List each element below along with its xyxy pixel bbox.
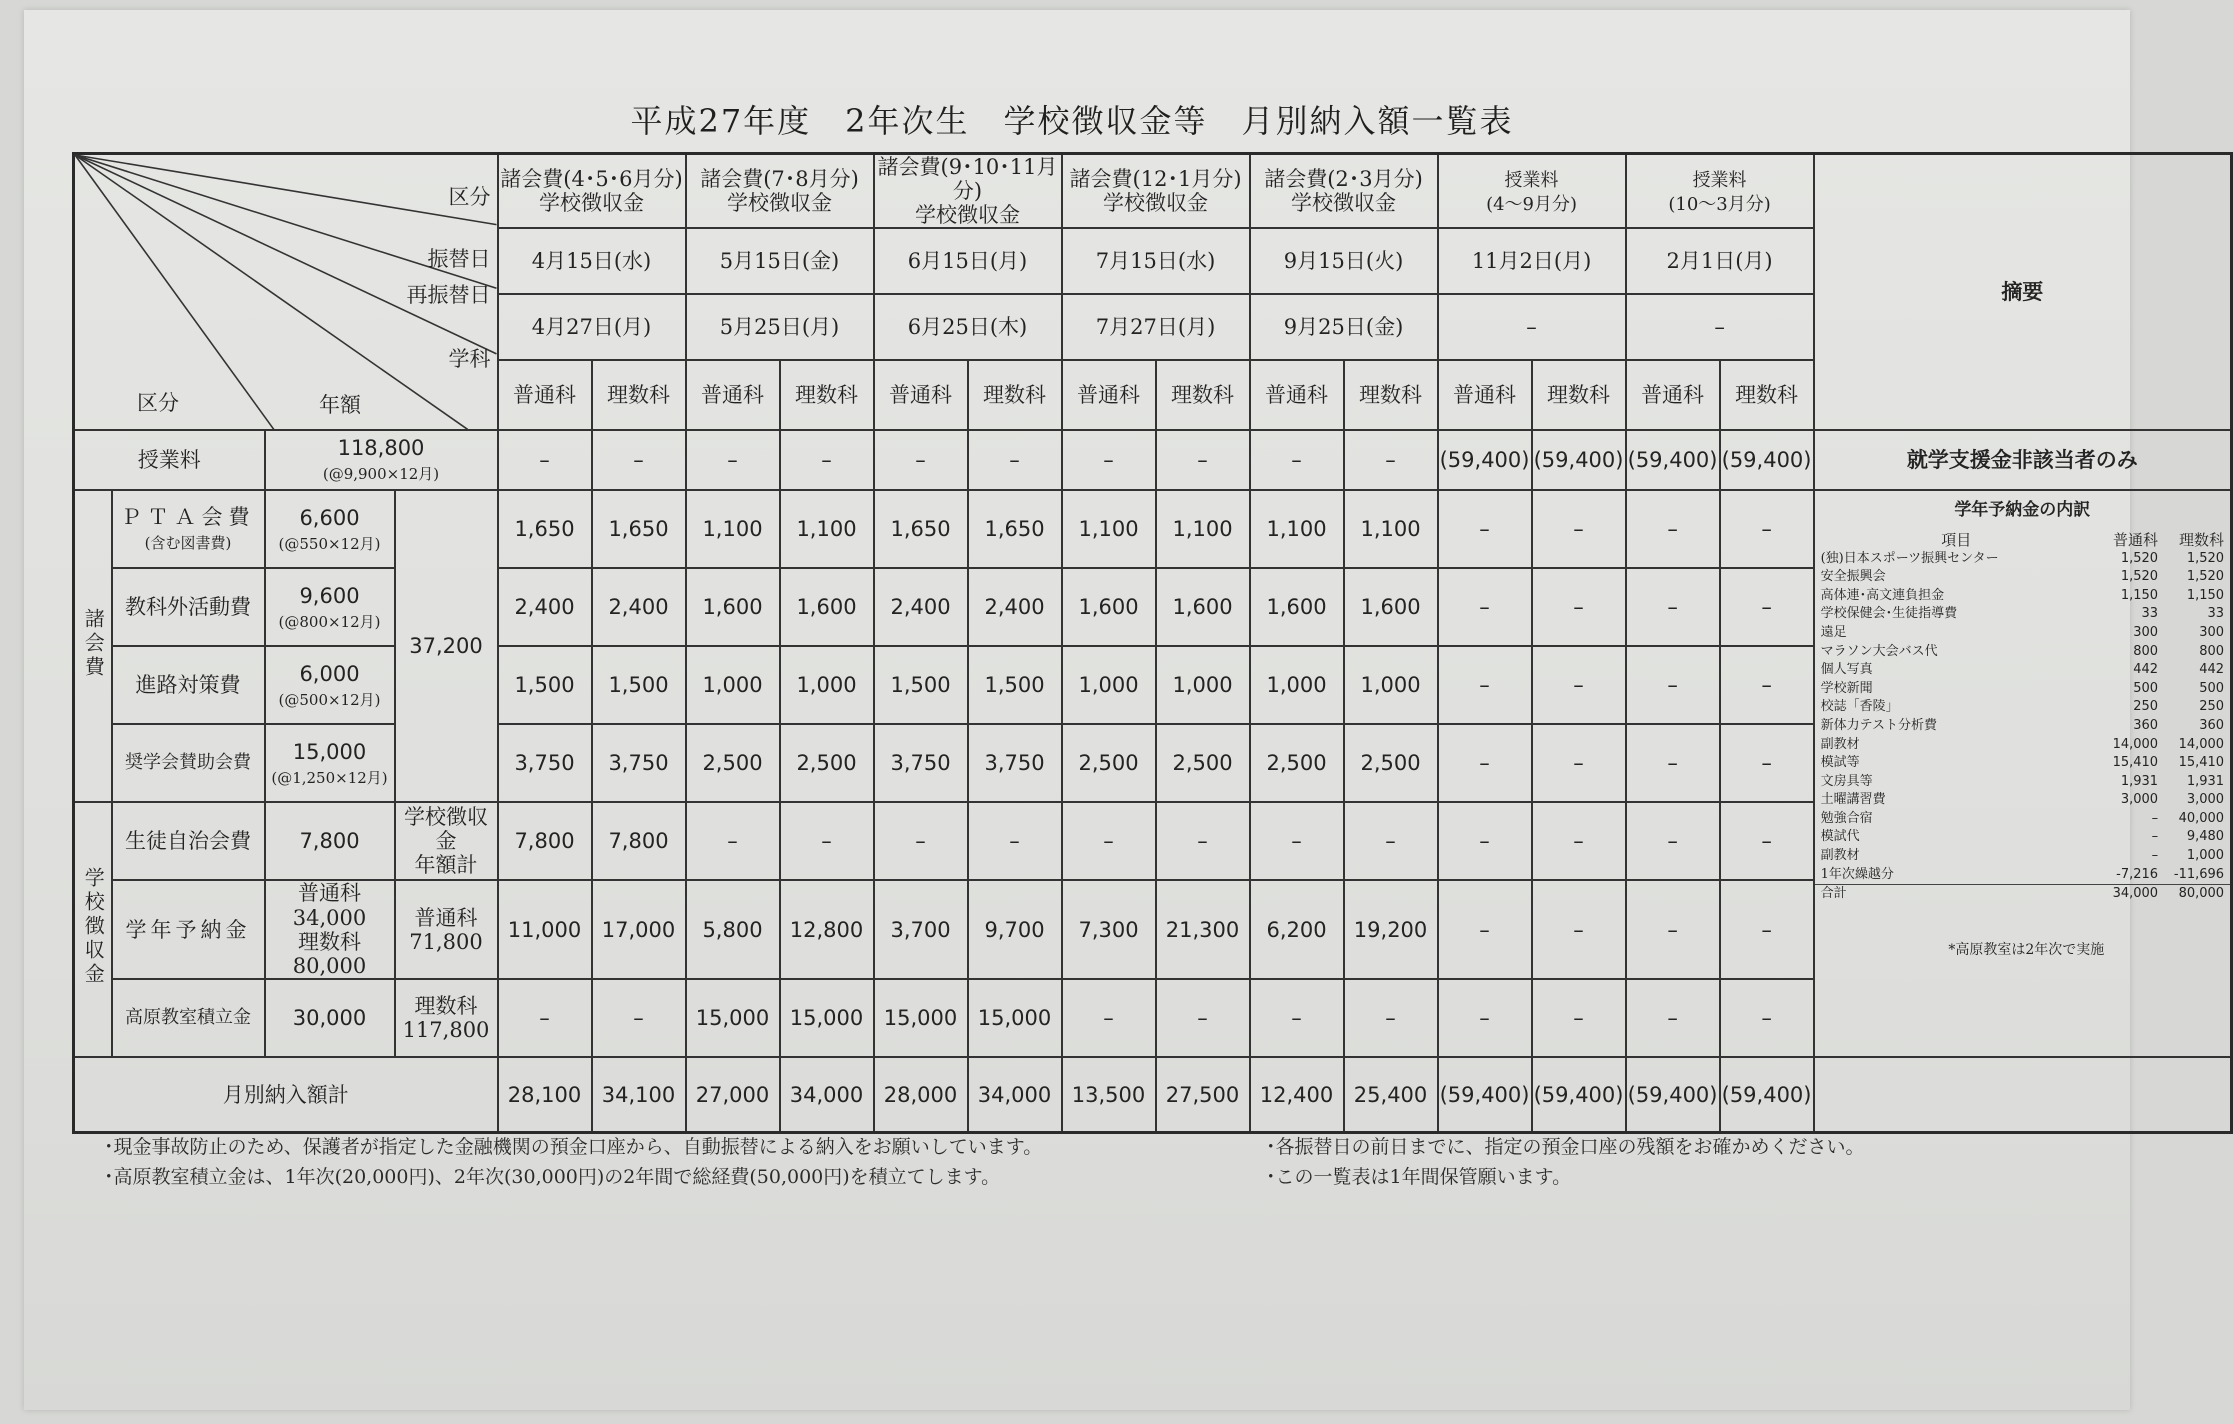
value-cell: 2,400	[592, 568, 686, 646]
breakdown-item: 副教材 – 1,000	[1820, 848, 2225, 864]
course-label: 理数科	[1344, 360, 1438, 430]
header-kubun: 区分	[448, 185, 491, 209]
header-nengaku: 年額	[319, 393, 361, 417]
row-label: 生徒自治会費	[112, 802, 265, 880]
gakko-annual-futsu: 普通科 71,800	[395, 880, 498, 979]
value-cell: –	[1532, 568, 1626, 646]
period-header: 諸会費(7･8月分) 学校徴収金	[686, 154, 874, 229]
breakdown-item: 個人写真 442 442	[1820, 662, 2225, 678]
breakdown-item: マラソン大会バス代 800 800	[1820, 643, 2225, 659]
row-label: 進路対策費	[112, 646, 265, 724]
total-cell: 34,000	[968, 1057, 1062, 1133]
value-cell: –	[592, 979, 686, 1057]
value-cell: –	[1720, 646, 1814, 724]
value-cell: 1,000	[1062, 646, 1156, 724]
furikae-date: 6月15日(月)	[874, 228, 1062, 294]
value-cell: –	[1720, 568, 1814, 646]
course-label: 普通科	[498, 360, 592, 430]
gakko-annual-risu: 理数科 117,800	[395, 979, 498, 1057]
value-cell: 1,600	[1250, 568, 1344, 646]
value-cell: 1,600	[780, 568, 874, 646]
breakdown-panel	[1814, 490, 2232, 1057]
tuition-row	[74, 430, 2232, 490]
value-cell: 1,600	[1062, 568, 1156, 646]
value-cell: 1,500	[592, 646, 686, 724]
value-cell: 1,650	[874, 490, 968, 568]
value-cell: –	[1344, 979, 1438, 1057]
breakdown-item: 勉強合宿 – 40,000	[1820, 810, 2225, 826]
row-label: 高原教室積立金	[112, 979, 265, 1057]
value-cell: 2,500	[1250, 724, 1344, 802]
value-cell: –	[1438, 724, 1532, 802]
value-cell: –	[1532, 880, 1626, 979]
footnote: ･現金事故防止のため、保護者が指定した金融機関の預金口座から、自動振替による納入をお願いしています。	[104, 1136, 1043, 1158]
value-cell: 1,000	[1344, 646, 1438, 724]
breakdown-header: 項目 普通科 理数科	[1941, 530, 2225, 549]
value-cell: –	[498, 979, 592, 1057]
breakdown-item: 安全振興会 1,520 1,520	[1820, 569, 2225, 585]
value-cell: –	[1250, 802, 1344, 880]
breakdown-item: 遠足 300 300	[1820, 624, 2225, 640]
value-cell: 21,300	[1156, 880, 1250, 979]
furikae-date: 7月15日(水)	[1062, 228, 1250, 294]
value-cell: –	[1532, 490, 1626, 568]
saifurikae-date: 6月25日(木)	[874, 294, 1062, 360]
breakdown-title: 学年予納金の内訳	[1954, 500, 2091, 521]
value-cell: 2,500	[686, 724, 780, 802]
value-cell: –	[1626, 979, 1720, 1057]
tuition-cell: –	[1344, 430, 1438, 490]
footnotes-left	[104, 1132, 1042, 1192]
total-cell: 25,400	[1344, 1057, 1438, 1133]
breakdown-item: 1年次繰越分 -7,216 -11,696	[1820, 866, 2225, 882]
value-cell: 6,200	[1250, 880, 1344, 979]
value-cell: 1,100	[1344, 490, 1438, 568]
period-header: 授業料 (4～9月分)	[1438, 154, 1626, 229]
value-cell: 1,000	[780, 646, 874, 724]
tuition-label: 授業料	[74, 430, 265, 490]
course-label: 理数科	[1156, 360, 1250, 430]
course-label: 理数科	[968, 360, 1062, 430]
value-cell: 1,600	[1344, 568, 1438, 646]
value-cell: 15,000	[780, 979, 874, 1057]
value-cell: 3,750	[498, 724, 592, 802]
value-cell: 1,650	[968, 490, 1062, 568]
furikae-date: 4月15日(水)	[498, 228, 686, 294]
value-cell: 12,800	[780, 880, 874, 979]
value-cell: 1,100	[686, 490, 780, 568]
breakdown-items	[1815, 550, 2231, 885]
total-cell: 27,000	[686, 1057, 780, 1133]
value-cell: –	[1720, 979, 1814, 1057]
row-label: 学年予納金	[112, 880, 265, 979]
value-cell: 7,300	[1062, 880, 1156, 979]
tuition-cell: –	[874, 430, 968, 490]
tuition-cell: (59,400)	[1438, 430, 1532, 490]
value-cell: 3,750	[968, 724, 1062, 802]
course-label: 普通科	[1626, 360, 1720, 430]
value-cell: 2,400	[874, 568, 968, 646]
value-cell: –	[1626, 802, 1720, 880]
value-cell: 2,500	[1344, 724, 1438, 802]
monthly-total-label: 月別納入額計	[74, 1057, 498, 1133]
header-furikae: 振替日	[427, 247, 491, 271]
furikae-date: 2月1日(月)	[1626, 228, 1814, 294]
breakdown-item: (独)日本スポーツ振興センター 1,520 1,520	[1820, 550, 2225, 566]
furikae-date: 5月15日(金)	[686, 228, 874, 294]
saifurikae-date: –	[1626, 294, 1814, 360]
value-cell: –	[1156, 802, 1250, 880]
row-annual: 7,800	[265, 802, 395, 880]
footnote: ･高原教室積立金は、1年次(20,000円)、2年次(30,000円)の2年間で総経費(50,000円)を積立てします。	[104, 1166, 1001, 1188]
period-header: 諸会費(12･1月分) 学校徴収金	[1062, 154, 1250, 229]
period-header: 諸会費(9･10･11月分) 学校徴収金	[874, 154, 1062, 229]
value-cell: –	[1720, 802, 1814, 880]
value-cell: –	[1156, 979, 1250, 1057]
breakdown-item: 模試代 – 9,480	[1820, 829, 2225, 845]
period-header: 授業料 (10～3月分)	[1626, 154, 1814, 229]
row-label: ＰＴＡ会費 (含む図書費)	[112, 490, 265, 568]
row-annual: 普通科 34,000 理数科 80,000	[265, 880, 395, 979]
value-cell: –	[1438, 568, 1532, 646]
value-cell: 9,700	[968, 880, 1062, 979]
gakko-annual-note: 学校徴収金 年額計	[395, 802, 498, 880]
tuition-cell: –	[1156, 430, 1250, 490]
value-cell: –	[1438, 880, 1532, 979]
course-label: 理数科	[780, 360, 874, 430]
value-cell: 1,600	[686, 568, 780, 646]
course-label: 理数科	[592, 360, 686, 430]
value-cell: –	[1062, 979, 1156, 1057]
breakdown-item: 校誌「香陵」 250 250	[1820, 699, 2225, 715]
row-annual: 9,600 (@800×12月)	[265, 568, 395, 646]
row-annual: 30,000	[265, 979, 395, 1057]
row-annual: 6,000 (@500×12月)	[265, 646, 395, 724]
total-cell: 34,000	[780, 1057, 874, 1133]
remarks-header: 摘要	[1814, 154, 2232, 431]
value-cell: –	[1720, 724, 1814, 802]
total-cell: 28,100	[498, 1057, 592, 1133]
value-cell: 2,500	[1062, 724, 1156, 802]
value-cell: 3,750	[592, 724, 686, 802]
total-cell: 28,000	[874, 1057, 968, 1133]
header-saifurikae: 再振替日	[406, 283, 491, 307]
tuition-cell: –	[968, 430, 1062, 490]
tuition-cell: (59,400)	[1626, 430, 1720, 490]
value-cell: –	[1438, 979, 1532, 1057]
value-cell: –	[780, 802, 874, 880]
monthly-total-remark	[1814, 1057, 2232, 1133]
value-cell: 19,200	[1344, 880, 1438, 979]
value-cell: 1,600	[1156, 568, 1250, 646]
tuition-cell: –	[1250, 430, 1344, 490]
course-label: 普通科	[1250, 360, 1344, 430]
value-cell: 1,000	[1250, 646, 1344, 724]
breakdown-note: *高原教室は2年次で実施	[1948, 941, 2105, 958]
total-cell: 34,100	[592, 1057, 686, 1133]
value-cell: 1,100	[1062, 490, 1156, 568]
value-cell: –	[1532, 802, 1626, 880]
value-cell: 11,000	[498, 880, 592, 979]
tuition-cell: (59,400)	[1720, 430, 1814, 490]
tuition-cell: –	[498, 430, 592, 490]
group-gakko: 学校徴収金	[74, 802, 112, 1057]
footnote: ･この一覧表は1年間保管願います。	[1266, 1166, 1572, 1188]
value-cell: –	[1438, 646, 1532, 724]
value-cell: 1,650	[592, 490, 686, 568]
value-cell: 5,800	[686, 880, 780, 979]
shokaihi-total: 37,200	[395, 490, 498, 802]
monthly-total-row	[74, 1057, 2232, 1133]
saifurikae-date: 5月25日(月)	[686, 294, 874, 360]
tuition-remark: 就学支援金非該当者のみ	[1814, 430, 2232, 490]
course-label: 普通科	[1062, 360, 1156, 430]
value-cell: –	[1250, 979, 1344, 1057]
saifurikae-date: 4月27日(月)	[498, 294, 686, 360]
fee-table	[72, 152, 2233, 1134]
value-cell: –	[1532, 724, 1626, 802]
value-cell: –	[874, 802, 968, 880]
value-cell: 1,500	[968, 646, 1062, 724]
value-cell: –	[1344, 802, 1438, 880]
tuition-cell: –	[592, 430, 686, 490]
value-cell: 1,100	[780, 490, 874, 568]
value-cell: 2,500	[1156, 724, 1250, 802]
saifurikae-date: –	[1438, 294, 1626, 360]
group-shokaihi: 諸会費	[74, 490, 112, 802]
value-cell: 15,000	[874, 979, 968, 1057]
total-cell: (59,400)	[1626, 1057, 1720, 1133]
value-cell: 1,500	[874, 646, 968, 724]
value-cell: 1,650	[498, 490, 592, 568]
breakdown-item: 学校新聞 500 500	[1820, 680, 2225, 696]
value-cell: 7,800	[592, 802, 686, 880]
tuition-annual: 118,800 (@9,900×12月)	[265, 430, 498, 490]
total-cell: (59,400)	[1532, 1057, 1626, 1133]
row-annual: 6,600 (@550×12月)	[265, 490, 395, 568]
row-annual: 15,000 (@1,250×12月)	[265, 724, 395, 802]
breakdown-item: 新体力テスト分析費 360 360	[1820, 717, 2225, 733]
total-cell: 13,500	[1062, 1057, 1156, 1133]
breakdown-item: 文房具等 1,931 1,931	[1820, 773, 2225, 789]
saifurikae-date: 9月25日(金)	[1250, 294, 1438, 360]
value-cell: –	[1626, 724, 1720, 802]
value-cell: 1,500	[498, 646, 592, 724]
value-cell: 3,700	[874, 880, 968, 979]
value-cell: 17,000	[592, 880, 686, 979]
value-cell: –	[1438, 490, 1532, 568]
fee-row	[74, 490, 2232, 568]
row-label: 教科外活動費	[112, 568, 265, 646]
course-label: 普通科	[1438, 360, 1532, 430]
value-cell: –	[968, 802, 1062, 880]
row-label: 奨学会賛助会費	[112, 724, 265, 802]
footnotes-right	[1266, 1132, 1865, 1192]
breakdown-item: 副教材 14,000 14,000	[1820, 736, 2225, 752]
document-title: 平成27年度 2年次生 学校徴収金等 月別納入額一覧表	[630, 102, 1514, 140]
value-cell: –	[686, 802, 780, 880]
value-cell: –	[1626, 490, 1720, 568]
tuition-cell: –	[780, 430, 874, 490]
breakdown-item: 土曜講習費 3,000 3,000	[1820, 792, 2225, 808]
saifurikae-date: 7月27日(月)	[1062, 294, 1250, 360]
tuition-cell: (59,400)	[1532, 430, 1626, 490]
value-cell: 2,400	[498, 568, 592, 646]
course-label: 理数科	[1720, 360, 1814, 430]
course-label: 普通科	[686, 360, 780, 430]
value-cell: –	[1626, 880, 1720, 979]
furikae-date: 11月2日(月)	[1438, 228, 1626, 294]
value-cell: 2,500	[780, 724, 874, 802]
total-cell: (59,400)	[1438, 1057, 1532, 1133]
value-cell: –	[1626, 646, 1720, 724]
course-label: 普通科	[874, 360, 968, 430]
header-kubun-row: 区分	[137, 391, 179, 415]
period-header: 諸会費(2･3月分) 学校徴収金	[1250, 154, 1438, 229]
value-cell: 3,750	[874, 724, 968, 802]
total-cell: 12,400	[1250, 1057, 1344, 1133]
value-cell: –	[1532, 646, 1626, 724]
tuition-cell: –	[1062, 430, 1156, 490]
value-cell: 2,400	[968, 568, 1062, 646]
value-cell: –	[1438, 802, 1532, 880]
total-cell: 27,500	[1156, 1057, 1250, 1133]
value-cell: –	[1532, 979, 1626, 1057]
value-cell: –	[1720, 880, 1814, 979]
value-cell: 1,000	[686, 646, 780, 724]
value-cell: 15,000	[686, 979, 780, 1057]
value-cell: 1,000	[1156, 646, 1250, 724]
value-cell: 1,100	[1250, 490, 1344, 568]
breakdown-item: 高体連･高文連負担金 1,150 1,150	[1820, 587, 2225, 603]
tuition-cell: –	[686, 430, 780, 490]
header-gakka: 学科	[448, 347, 491, 371]
breakdown-item: 模試等 15,410 15,410	[1820, 755, 2225, 771]
period-header: 諸会費(4･5･6月分) 学校徴収金	[498, 154, 686, 229]
header-diagonal-cell	[74, 154, 498, 431]
value-cell: –	[1062, 802, 1156, 880]
value-cell: –	[1720, 490, 1814, 568]
course-label: 理数科	[1532, 360, 1626, 430]
value-cell: –	[1626, 568, 1720, 646]
breakdown-item: 学校保健会･生徒指導費 33 33	[1820, 606, 2225, 622]
value-cell: 15,000	[968, 979, 1062, 1057]
value-cell: 7,800	[498, 802, 592, 880]
value-cell: 1,100	[1156, 490, 1250, 568]
total-cell: (59,400)	[1720, 1057, 1814, 1133]
footnote: ･各振替日の前日までに、指定の預金口座の残額をお確かめください。	[1266, 1136, 1865, 1158]
breakdown-total: 合計 34,000 80,000	[1815, 884, 2231, 904]
furikae-date: 9月15日(火)	[1250, 228, 1438, 294]
